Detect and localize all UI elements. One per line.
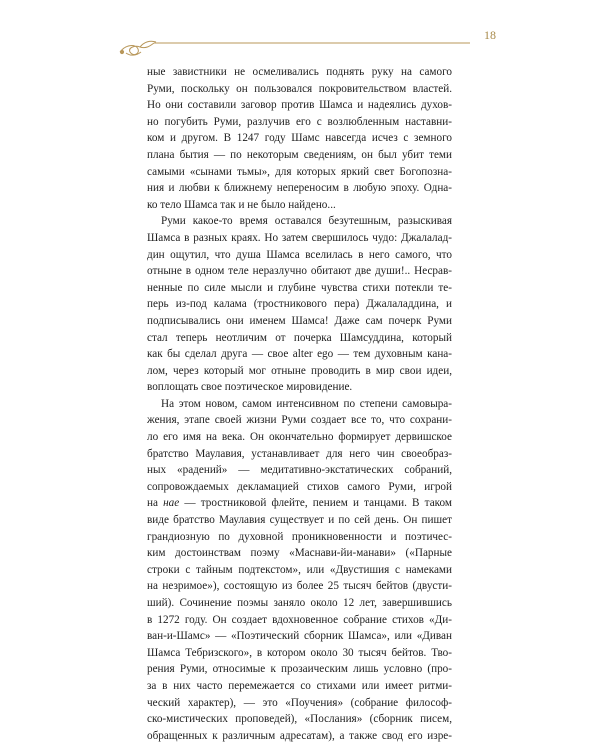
text-line: на нае — тростниковой флейте, пением и танцами. В таком — [147, 497, 452, 510]
text-line: На этом новом, самом интенсивном по степени самовыра- — [161, 397, 452, 410]
text-line: виде братство Маулавия существует и по сей день. Он пишет — [147, 514, 452, 527]
paragraph — [147, 396, 452, 744]
text-line: отныне в одном теле неразлучно обитают две души!.. Несрав- — [147, 265, 452, 278]
text-line: перь из-под калама (тростникового пера) Джалаладдина, и — [147, 298, 452, 311]
body-text — [147, 64, 452, 744]
text-line: Шамса в разных краях. Но затем свершилось чудо: Джалалад- — [147, 231, 452, 244]
text-line: ния и любви к ближнему непереносим в любую эпоху. Одна- — [147, 182, 452, 195]
text-line: ком и другом. В 1247 году Шамс навсегда исчез с земного — [147, 132, 452, 145]
text-line: лом, через который мог отныне проводить в мир свои идеи, — [147, 364, 452, 377]
text-line: подписывались они именем Шамса! Даже сам почерк Руми — [147, 314, 452, 327]
text-line: но погубить Руми, разлучив его с возлюбленным наставни- — [147, 115, 452, 128]
text-line: на незримое»), состоящую из более 25 тысяч бейтов (двусти- — [147, 580, 452, 593]
page-header — [0, 0, 600, 60]
text-line: ных «радений» — медитативно-экстатических собраний, — [147, 464, 452, 477]
page-number: 18 — [484, 28, 496, 42]
text-line: ко тело Шамса так и не было найдено... — [147, 198, 336, 211]
text-line: как бы сделал друга — свое alter ego — тем духовным кана- — [147, 348, 452, 361]
text-line: стал теперь неотличим от почерка Шамсуддина, который — [147, 331, 452, 344]
text-line: ческий характер), — это «Поучения» (собрание философ- — [147, 696, 452, 709]
text-line: Шамса Тебризского», в котором около 30 тысяч бейтов. Тво- — [147, 646, 452, 659]
text-line: строки с тайным подтекстом», или «Двустишия с намеками — [147, 563, 452, 576]
text-line: самыми «сынами тьмы», для которых яркий свет Богопозна- — [147, 165, 452, 178]
text-line: Руми, поскольку он пользовался покровительством властей. — [147, 82, 452, 95]
text-line: ненные по силе мысли и глубине чувства стихи потекли те- — [147, 281, 452, 294]
text-line: ким достоинствам поэму «Маснави-йи-манави» («Парные — [147, 547, 452, 560]
text-line: Но они составили заговор против Шамса и надеялись духов- — [147, 99, 452, 112]
text-line: ло его имя на века. Он окончательно формирует дервишское — [147, 431, 452, 444]
text-line: сопровождаемых декламацией стихов самого Руми, игрой — [147, 480, 452, 493]
text-line: воплощать свое поэтическое мировидение. — [147, 381, 353, 394]
text-line: рения Руми, относимые к прозаическим лишь условно (про- — [147, 663, 452, 676]
ornament-divider-icon — [0, 0, 600, 60]
text-line: Руми какое-то время оставался безутешным, разыскивая — [161, 215, 452, 228]
text-line: братство Маулавия, устанавливает для него чин своеобраз- — [147, 447, 452, 460]
text-line: ван-и-Шамс» — «Поэтический сборник Шамса», или «Диван — [147, 630, 452, 643]
text-line: за в них часто перемежается со стихами или имеет ритми- — [147, 679, 452, 692]
text-line: обращенных к различным адресатам), а также свод его изре- — [147, 729, 452, 742]
text-line: ные завистники не осмеливались поднять руку на самого — [147, 66, 452, 78]
text-line: ско-мистических проповедей), «Послания» (сборник писем, — [147, 713, 452, 726]
text-line: грандиозную по духовной проникновенности и поэтичес- — [147, 530, 452, 543]
text-line: ший). Сочинение поэмы заняло около 12 лет, завершившись — [147, 597, 452, 609]
text-line: жения, этапе своей жизни Руми создает все то, что сохрани- — [147, 414, 452, 427]
paragraph — [147, 213, 452, 396]
text-line: в 1272 году. Он создает вдохновенное собрание стихов «Ди- — [147, 613, 452, 626]
text-line: дин ощутил, что душа Шамса вселилась в него самого, что — [147, 248, 452, 261]
text-line: плана бытия — по некоторым сведениям, он был убит теми — [147, 148, 452, 161]
paragraph — [147, 64, 452, 213]
